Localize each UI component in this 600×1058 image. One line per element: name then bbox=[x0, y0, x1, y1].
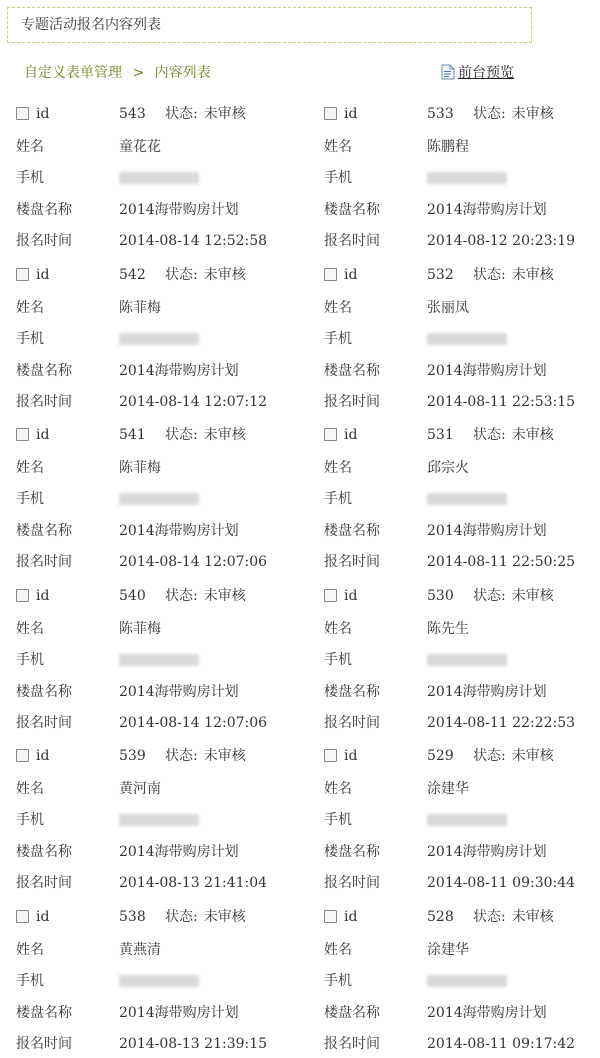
project-label: 楼盘名称 bbox=[324, 202, 380, 218]
record-id: 541 bbox=[119, 427, 146, 443]
id-label: id bbox=[36, 106, 50, 122]
record-id: 538 bbox=[119, 908, 146, 925]
time-row bbox=[318, 1034, 600, 1054]
project-value: 2014海带购房计划 bbox=[119, 1004, 239, 1021]
phone-row bbox=[318, 810, 600, 830]
time-label: 报名时间 bbox=[324, 875, 380, 891]
time-value: 2014-08-11 09:17:42 bbox=[427, 1035, 576, 1052]
id-label: id bbox=[344, 266, 358, 283]
name-value: 陈菲梅 bbox=[119, 620, 161, 637]
record-status bbox=[473, 586, 554, 606]
preview-link-label: 前台预览 bbox=[458, 65, 514, 81]
status-value: 未审核 bbox=[511, 587, 554, 604]
record-card bbox=[10, 416, 300, 576]
record-status bbox=[473, 746, 554, 766]
time-row bbox=[10, 231, 300, 251]
project-value: 2014海带购房计划 bbox=[427, 523, 547, 539]
record-id: 532 bbox=[427, 266, 454, 283]
record-header-row bbox=[318, 425, 600, 445]
phone-row bbox=[10, 168, 300, 188]
status-label: 状态: bbox=[473, 266, 506, 283]
page-title: 专题活动报名内容列表 bbox=[21, 17, 161, 33]
phone-label: 手机 bbox=[16, 170, 44, 186]
phone-value-redacted bbox=[119, 814, 199, 826]
project-value: 2014海带购房计划 bbox=[119, 844, 239, 860]
record-card bbox=[10, 898, 300, 1058]
name-row bbox=[10, 940, 300, 960]
time-value: 2014-08-11 09:30:44 bbox=[427, 875, 576, 891]
project-label: 楼盘名称 bbox=[16, 844, 72, 860]
time-label: 报名时间 bbox=[324, 233, 380, 249]
name-label: 姓名 bbox=[16, 139, 44, 155]
status-value: 未审核 bbox=[203, 748, 246, 764]
name-row bbox=[318, 779, 600, 799]
project-row bbox=[318, 1003, 600, 1023]
time-value: 2014-08-12 20:23:19 bbox=[427, 233, 576, 249]
name-value: 张丽凤 bbox=[427, 299, 469, 316]
project-value: 2014海带购房计划 bbox=[119, 362, 239, 379]
project-label: 楼盘名称 bbox=[16, 202, 72, 218]
name-value: 涂建华 bbox=[427, 941, 469, 958]
record-card bbox=[318, 577, 600, 737]
id-label: id bbox=[36, 908, 50, 925]
record-card bbox=[318, 898, 600, 1058]
record-header-row bbox=[318, 907, 600, 927]
status-value: 未审核 bbox=[203, 587, 246, 604]
project-row bbox=[10, 361, 300, 381]
time-label: 报名时间 bbox=[324, 1035, 380, 1052]
record-card bbox=[318, 95, 600, 255]
name-label: 姓名 bbox=[324, 941, 352, 958]
name-row bbox=[318, 298, 600, 318]
project-label: 楼盘名称 bbox=[324, 1004, 380, 1021]
name-row bbox=[10, 458, 300, 478]
record-status bbox=[165, 104, 246, 124]
name-label: 姓名 bbox=[324, 139, 352, 155]
record-header-row bbox=[318, 746, 600, 766]
project-label: 楼盘名称 bbox=[16, 683, 72, 700]
record-header-row bbox=[318, 265, 600, 285]
time-label: 报名时间 bbox=[324, 714, 380, 731]
record-status bbox=[165, 265, 246, 285]
id-label: id bbox=[36, 748, 50, 764]
phone-row bbox=[10, 971, 300, 991]
time-label: 报名时间 bbox=[16, 875, 72, 891]
name-label: 姓名 bbox=[16, 781, 44, 797]
name-label: 姓名 bbox=[324, 781, 352, 797]
project-row bbox=[10, 1003, 300, 1023]
record-id: 539 bbox=[119, 748, 146, 764]
record-card bbox=[318, 256, 600, 416]
phone-value-redacted bbox=[119, 333, 199, 345]
time-label: 报名时间 bbox=[324, 393, 380, 410]
project-value: 2014海带购房计划 bbox=[119, 202, 239, 218]
status-value: 未审核 bbox=[511, 266, 554, 283]
status-value: 未审核 bbox=[511, 106, 554, 122]
phone-label: 手机 bbox=[324, 491, 352, 507]
phone-row bbox=[10, 489, 300, 509]
phone-row bbox=[318, 329, 600, 349]
record-card bbox=[10, 737, 300, 897]
record-checkbox[interactable] bbox=[324, 910, 337, 923]
time-row bbox=[318, 713, 600, 733]
name-label: 姓名 bbox=[16, 460, 44, 476]
id-label: id bbox=[36, 427, 50, 443]
time-label: 报名时间 bbox=[16, 233, 72, 249]
project-label: 楼盘名称 bbox=[16, 523, 72, 539]
name-label: 姓名 bbox=[324, 620, 352, 637]
record-checkbox[interactable] bbox=[324, 428, 337, 441]
project-row bbox=[10, 842, 300, 862]
status-label: 状态: bbox=[165, 266, 198, 283]
time-value: 2014-08-13 21:39:15 bbox=[119, 1035, 268, 1052]
phone-label: 手机 bbox=[16, 812, 44, 828]
phone-value-redacted bbox=[119, 172, 199, 184]
status-label: 状态: bbox=[165, 427, 198, 443]
record-header-row bbox=[10, 425, 300, 445]
phone-value-redacted bbox=[427, 654, 507, 666]
record-header-row bbox=[10, 907, 300, 927]
record-checkbox[interactable] bbox=[16, 107, 29, 120]
id-label: id bbox=[344, 427, 358, 443]
record-status bbox=[473, 425, 554, 445]
phone-label: 手机 bbox=[324, 812, 352, 828]
name-row bbox=[10, 137, 300, 157]
time-row bbox=[10, 1034, 300, 1054]
project-row bbox=[10, 200, 300, 220]
status-label: 状态: bbox=[165, 748, 198, 764]
phone-value-redacted bbox=[427, 172, 507, 184]
name-value: 陈先生 bbox=[427, 620, 469, 637]
phone-row bbox=[318, 168, 600, 188]
time-row bbox=[318, 231, 600, 251]
project-value: 2014海带购房计划 bbox=[427, 362, 547, 379]
record-checkbox[interactable] bbox=[16, 910, 29, 923]
name-label: 姓名 bbox=[16, 299, 44, 316]
record-status bbox=[165, 425, 246, 445]
project-value: 2014海带购房计划 bbox=[427, 683, 547, 700]
name-label: 姓名 bbox=[16, 620, 44, 637]
name-row bbox=[318, 458, 600, 478]
project-value: 2014海带购房计划 bbox=[119, 683, 239, 700]
name-label: 姓名 bbox=[324, 460, 352, 476]
project-value: 2014海带购房计划 bbox=[427, 844, 547, 860]
id-label: id bbox=[344, 587, 358, 604]
record-checkbox[interactable] bbox=[324, 107, 337, 120]
phone-value-redacted bbox=[119, 975, 199, 987]
time-value: 2014-08-14 12:07:06 bbox=[119, 714, 268, 731]
record-checkbox[interactable] bbox=[324, 749, 337, 762]
phone-value-redacted bbox=[427, 814, 507, 826]
project-row bbox=[318, 521, 600, 541]
name-value: 黄河南 bbox=[119, 781, 161, 797]
record-id: 529 bbox=[427, 748, 454, 764]
time-value: 2014-08-11 22:53:15 bbox=[427, 393, 576, 410]
phone-value-redacted bbox=[119, 493, 199, 505]
name-row bbox=[10, 298, 300, 318]
time-row bbox=[10, 392, 300, 412]
breadcrumb bbox=[24, 62, 211, 82]
status-label: 状态: bbox=[473, 908, 506, 925]
status-label: 状态: bbox=[165, 908, 198, 925]
status-label: 状态: bbox=[473, 748, 506, 764]
phone-row bbox=[318, 650, 600, 670]
time-value: 2014-08-14 12:07:06 bbox=[119, 554, 268, 570]
phone-row bbox=[318, 971, 600, 991]
time-row bbox=[318, 873, 600, 893]
project-row bbox=[318, 682, 600, 702]
record-card bbox=[318, 737, 600, 897]
status-label: 状态: bbox=[473, 106, 506, 122]
record-status bbox=[165, 586, 246, 606]
record-checkbox[interactable] bbox=[16, 749, 29, 762]
id-label: id bbox=[36, 266, 50, 283]
name-label: 姓名 bbox=[324, 299, 352, 316]
record-status bbox=[473, 265, 554, 285]
id-label: id bbox=[344, 748, 358, 764]
breadcrumb-link-form-manage[interactable]: 自定义表单管理 bbox=[24, 65, 122, 81]
time-label: 报名时间 bbox=[16, 1035, 72, 1052]
phone-label: 手机 bbox=[16, 651, 44, 668]
phone-label: 手机 bbox=[16, 972, 44, 989]
record-header-row bbox=[10, 104, 300, 124]
phone-label: 手机 bbox=[324, 170, 352, 186]
record-id: 540 bbox=[119, 587, 146, 604]
document-icon bbox=[441, 64, 455, 80]
name-value: 陈菲梅 bbox=[119, 299, 161, 316]
phone-row bbox=[10, 810, 300, 830]
project-label: 楼盘名称 bbox=[324, 683, 380, 700]
status-value: 未审核 bbox=[511, 427, 554, 443]
phone-label: 手机 bbox=[16, 491, 44, 507]
record-status bbox=[165, 746, 246, 766]
record-header-row bbox=[10, 586, 300, 606]
name-row bbox=[318, 137, 600, 157]
time-value: 2014-08-14 12:52:58 bbox=[119, 233, 268, 249]
project-label: 楼盘名称 bbox=[16, 1004, 72, 1021]
record-checkbox[interactable] bbox=[324, 589, 337, 602]
record-id: 533 bbox=[427, 106, 454, 122]
time-value: 2014-08-14 12:07:12 bbox=[119, 393, 268, 410]
record-status bbox=[473, 907, 554, 927]
record-status bbox=[165, 907, 246, 927]
phone-row bbox=[10, 650, 300, 670]
time-value: 2014-08-11 22:50:25 bbox=[427, 554, 576, 570]
record-header-row bbox=[318, 586, 600, 606]
phone-label: 手机 bbox=[16, 330, 44, 347]
record-status bbox=[473, 104, 554, 124]
preview-link[interactable] bbox=[441, 62, 514, 82]
status-label: 状态: bbox=[165, 106, 198, 122]
phone-row bbox=[318, 489, 600, 509]
record-card bbox=[10, 577, 300, 737]
project-label: 楼盘名称 bbox=[324, 844, 380, 860]
time-label: 报名时间 bbox=[16, 393, 72, 410]
project-row bbox=[10, 682, 300, 702]
time-value: 2014-08-11 22:22:53 bbox=[427, 714, 576, 731]
name-value: 陈鹏程 bbox=[427, 139, 469, 155]
breadcrumb-current: 内容列表 bbox=[154, 65, 211, 81]
project-value: 2014海带购房计划 bbox=[427, 202, 547, 218]
status-label: 状态: bbox=[165, 587, 198, 604]
time-row bbox=[10, 552, 300, 572]
time-row bbox=[10, 873, 300, 893]
project-row bbox=[318, 200, 600, 220]
status-value: 未审核 bbox=[511, 748, 554, 764]
record-id: 531 bbox=[427, 427, 454, 443]
record-header-row bbox=[318, 104, 600, 124]
record-card bbox=[10, 256, 300, 416]
record-header-row bbox=[10, 265, 300, 285]
time-label: 报名时间 bbox=[16, 714, 72, 731]
record-checkbox[interactable] bbox=[16, 268, 29, 281]
record-card bbox=[318, 416, 600, 576]
record-id: 542 bbox=[119, 266, 146, 283]
record-header-row bbox=[10, 746, 300, 766]
project-label: 楼盘名称 bbox=[324, 523, 380, 539]
project-row bbox=[318, 842, 600, 862]
time-row bbox=[10, 713, 300, 733]
page-header bbox=[7, 7, 532, 43]
status-value: 未审核 bbox=[203, 427, 246, 443]
record-checkbox[interactable] bbox=[324, 268, 337, 281]
name-value: 黄燕清 bbox=[119, 941, 161, 958]
project-row bbox=[318, 361, 600, 381]
record-card bbox=[10, 95, 300, 255]
phone-value-redacted bbox=[427, 333, 507, 345]
time-row bbox=[318, 392, 600, 412]
breadcrumb-separator: > bbox=[132, 65, 145, 81]
phone-value-redacted bbox=[427, 975, 507, 987]
record-id: 530 bbox=[427, 587, 454, 604]
id-label: id bbox=[344, 908, 358, 925]
name-value: 童花花 bbox=[119, 139, 161, 155]
project-value: 2014海带购房计划 bbox=[119, 523, 239, 539]
time-label: 报名时间 bbox=[324, 554, 380, 570]
phone-value-redacted bbox=[427, 493, 507, 505]
phone-label: 手机 bbox=[324, 972, 352, 989]
record-id: 543 bbox=[119, 106, 146, 122]
status-label: 状态: bbox=[473, 587, 506, 604]
status-value: 未审核 bbox=[203, 106, 246, 122]
name-row bbox=[10, 619, 300, 639]
id-label: id bbox=[36, 587, 50, 604]
project-value: 2014海带购房计划 bbox=[427, 1004, 547, 1021]
record-checkbox[interactable] bbox=[16, 428, 29, 441]
project-label: 楼盘名称 bbox=[16, 362, 72, 379]
status-value: 未审核 bbox=[203, 908, 246, 925]
record-id: 528 bbox=[427, 908, 454, 925]
name-value: 陈菲梅 bbox=[119, 460, 161, 476]
record-checkbox[interactable] bbox=[16, 589, 29, 602]
name-row bbox=[318, 619, 600, 639]
status-label: 状态: bbox=[473, 427, 506, 443]
phone-row bbox=[10, 329, 300, 349]
phone-value-redacted bbox=[119, 654, 199, 666]
name-row bbox=[10, 779, 300, 799]
phone-label: 手机 bbox=[324, 330, 352, 347]
status-value: 未审核 bbox=[511, 908, 554, 925]
name-value: 邱宗火 bbox=[427, 460, 469, 476]
project-row bbox=[10, 521, 300, 541]
project-label: 楼盘名称 bbox=[324, 362, 380, 379]
phone-label: 手机 bbox=[324, 651, 352, 668]
time-row bbox=[318, 552, 600, 572]
name-value: 涂建华 bbox=[427, 781, 469, 797]
id-label: id bbox=[344, 106, 358, 122]
name-row bbox=[318, 940, 600, 960]
time-value: 2014-08-13 21:41:04 bbox=[119, 875, 268, 891]
status-value: 未审核 bbox=[203, 266, 246, 283]
time-label: 报名时间 bbox=[16, 554, 72, 570]
name-label: 姓名 bbox=[16, 941, 44, 958]
